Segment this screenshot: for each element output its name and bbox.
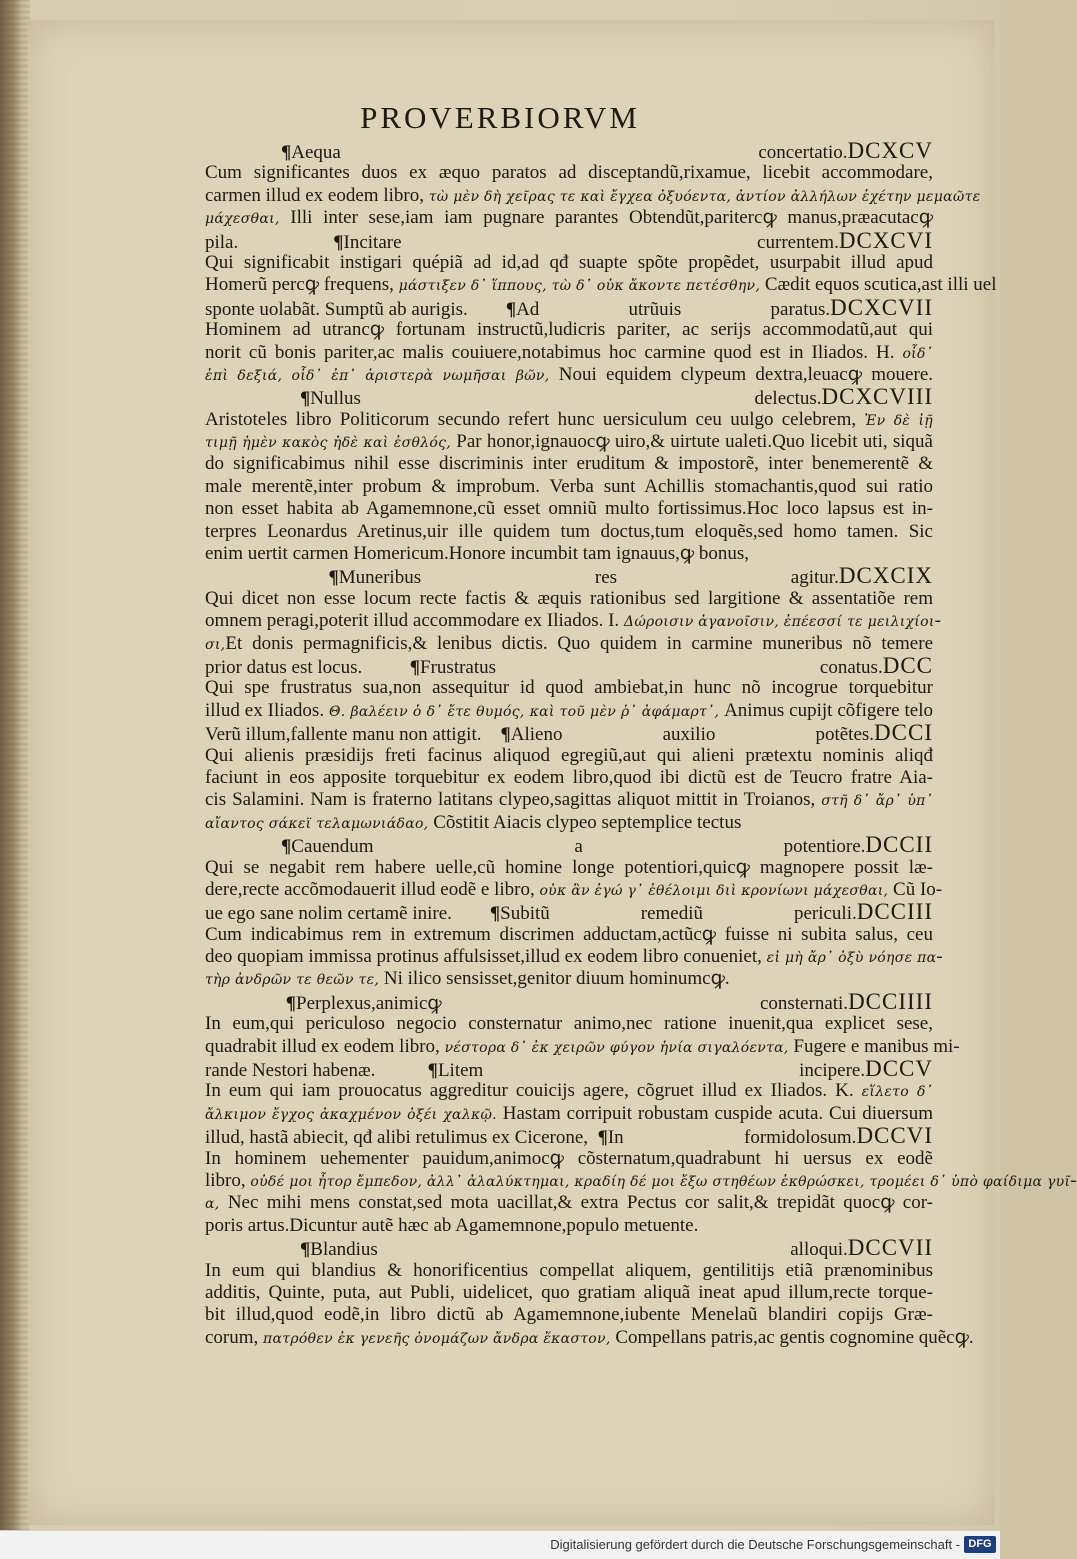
- adage-lemma: ¶Perplexus,animicꝙ consternati.: [285, 992, 849, 1014]
- body-text-line: cis Salamini. Nam is fraterno latitans clypeo,sagittas aliquot mittit in Troianos, στῆ δ᾽ ἄρ᾽ ὑπ᾽: [205, 789, 933, 811]
- adage-heading-line: [205, 140, 933, 162]
- body-text-line: dere,recte accõmodauerit illud eodẽ e libro, οὐκ ἂν ἐγώ γ᾽ ἐθέλοιμι διὶ κρονίωνι μάχεσθαι, Cũ Io-: [205, 878, 943, 900]
- adage-heading-line: [205, 652, 933, 678]
- adage-number: DCXCIX: [838, 563, 933, 589]
- body-text-line: libro, οὐδέ μοι ἦτορ ἔμπεδον, ἀλλ᾽ ἀλαλύκτημαι, κραδίη δέ μοι ἔξω στηθέων ἐκθρώσκει, τρομέει δ᾽ ὑπὸ φαίδιμα γυῖ-: [205, 1169, 1077, 1191]
- line-lead-text: Verũ illum,fallente manu non attigit.: [205, 724, 501, 746]
- body-text-line: non esset habita ab Agamemnone,cũ esset omniũ multo fortissimus.Hoc loco lapsus est in-: [205, 498, 933, 520]
- adage-lemma: ¶Ad utrũuis paratus.: [505, 298, 831, 320]
- adage-heading-line: [205, 1058, 933, 1080]
- adage-number: DCC: [882, 652, 933, 678]
- adage-lemma: ¶In formidolosum.: [597, 1127, 857, 1149]
- body-text-line: In eum qui blandius & honorificentius compellat aliquem, gentilitijs etiã prænominibus: [205, 1259, 933, 1281]
- adage-heading-line: [205, 988, 933, 1014]
- book-spine-edge: [0, 0, 30, 1530]
- adage-lemma: ¶Incitare currentem.: [333, 231, 839, 253]
- body-text-line: Qui alienis præsidijs freti facinus aliquod egregiũ,aut qui alieni prætextu nominis aliqđ: [205, 744, 933, 766]
- body-text-line: μάχεσθαι, Illi inter sese,iam iam pugnare parantes Obtendũt,paritercꝙ manus,præacutacꝙ: [205, 207, 933, 229]
- body-text-line: illud ex Iliados. Θ. βαλέειν ὁ δ᾽ ἔτε θυμός, καὶ τοῦ μὲν ῥ᾽ ἀφάμαρτ᾽, Animus cupijt cõfigere telo: [205, 699, 933, 721]
- body-text-line: Qui spe frustratus sua,non assequitur id quod ambiebat,in hunc nõ incogrue torquebitur: [205, 677, 933, 699]
- adage-heading-line: [205, 386, 933, 408]
- body-text-line: Hominem ad utrancꝙ fortunam instructũ,ludicris pariter, ac serijs accommodatũ,aut qui: [205, 319, 933, 341]
- body-text-line: Cum significantes duos ex æquo paratos ad disceptandũ,rixamue, licebit accommodare,: [205, 162, 933, 184]
- adage-heading-line: [205, 722, 933, 744]
- body-text-line: τιμῇ ἠμὲν κακὸς ἠδὲ καὶ ἐσθλός, Par honor,ignauocꝙ uiro,& uirtute ualeti.Quo licebit uti, siquã: [205, 431, 933, 453]
- funding-notice: Digitalisierung gefördert durch die Deutsche Forschungsgemeinschaft -: [550, 1537, 960, 1552]
- adage-number: DCCVI: [856, 1123, 933, 1149]
- body-text-line: In hominem uehementer pauidum,animocꝙ cõsternatum,quadrabunt hi uersus ex eodẽ: [205, 1147, 933, 1169]
- adage-heading-line: [205, 1237, 933, 1259]
- adage-lemma: ¶Nullus delectus.: [300, 388, 822, 410]
- running-head: PROVERBIORVM: [360, 100, 640, 135]
- adage-number: DCCVII: [847, 1235, 933, 1261]
- adage-number: DCCIII: [856, 899, 933, 925]
- body-text-line: poris artus.Dicuntur autẽ hæc ab Agamemnone,populo metuente.: [205, 1214, 699, 1236]
- body-text-line: quadrabit illud ex eodem libro, νέστορα δ᾽ ἐκ χειρῶν φύγον ἡνία σιγαλόεντα, Fugere e manibus mi-: [205, 1035, 960, 1057]
- line-lead-text: sponte uolabãt. Sumptũ ab aurigis.: [205, 298, 506, 320]
- body-text-line: In eum qui iam prouocatus aggreditur couicijs agere, cõgruet illud ex Iliados. K. εἵλετο δ᾽: [205, 1080, 933, 1102]
- adage-heading-line: [205, 565, 933, 587]
- line-lead-text: prior datus est locus.: [205, 656, 410, 678]
- adage-number: DCXCVI: [838, 227, 933, 253]
- body-text-line: omnem peragi,poterit illud accommodare ex Iliados. I. Δώροισιν ἀγανοῖσιν, ἐπέεσσί τε μειλιχίοι: [205, 610, 935, 632]
- body-text-line: deo quopiam immissa protinus affulsisset,illud ex eodem libro conueniet, εἰ μὴ ἄρ᾽ ὀξὺ νόησε πα: [205, 946, 937, 968]
- body-text-line: Qui dicet non esse locum recte factis & æquis rationibus sed largitione & assentatiõe rem: [205, 587, 933, 609]
- text-block: [205, 138, 1077, 1349]
- adage-heading-line: [205, 294, 933, 320]
- body-text-line: σι,Et donis permagnificis,& lenibus dictis. Quo quidem in carmine muneribus nõ temere: [205, 632, 933, 654]
- body-text-line: τὴρ ἀνδρῶν τε θεῶν τε, Ni ilico sensisset,genitor diuum hominumcꝙ.: [205, 968, 730, 990]
- adage-lemma: ¶Cauendum a potentiore.: [281, 836, 866, 858]
- adage-lemma: ¶Aequa concertatio.: [281, 142, 848, 163]
- adage-heading-line: [205, 227, 933, 253]
- body-text-line: norit cũ bonis pariter,ac malis couiuere,notabimus hoc carmine quod est in Iliados. H. οἶδ᾽: [205, 341, 933, 363]
- adage-number: DCXCVIII: [821, 384, 933, 410]
- body-text-line: ἐπὶ δεξιά, οἶδ᾽ ἐπ᾽ ἀριστερὰ νωμῆσαι βῶν, Noui equidem clypeum dextra,leuacꝙ mouere.: [205, 363, 933, 385]
- adage-heading-line: [205, 1125, 933, 1147]
- line-lead-text: [205, 142, 281, 164]
- adage-number: DCCIIII: [848, 988, 933, 1014]
- footer-bar: [0, 1530, 1000, 1559]
- body-text-line: do significabimus nihil esse discriminis inter eruditum & impostorẽ, inter benemerentẽ &: [205, 453, 933, 475]
- adage-lemma: ¶Blandius alloqui.: [300, 1239, 848, 1261]
- line-lead-text: illud, hastã abiecit, qđ alibi retulimus ex Cicerone,: [205, 1127, 598, 1149]
- body-text-line: male merentẽ,inter probum & improbum. Verba sunt Achillis stomachantis,quod sui ratio: [205, 475, 933, 497]
- dfg-logo: DFG: [964, 1536, 996, 1553]
- adage-lemma: ¶Frustratus conatus.: [409, 656, 883, 678]
- body-text-line: Cum indicabimus rem in extremum discrimen adductam,actũcꝙ fuisse ni subita salus, ceu: [205, 923, 933, 945]
- body-text-line: enim uertit carmen Homericum.Honore incumbit tam ignauus,ꝙ bonus,: [205, 543, 750, 565]
- body-text-line: faciunt in eos apposite torquebitur ex eodem libro,quod ibi dictũ est de Teucro fratre Aia-: [205, 766, 933, 788]
- body-text-line: carmen illud ex eodem libro, τὼ μὲν δὴ χεῖρας τε καὶ ἔγχεα ὀξυόεντα, ἀντίον ἀλλήλων ἐχέτην μεμαῶτε: [205, 184, 981, 206]
- adage-number: DCXCVII: [830, 294, 933, 320]
- body-text-line: Aristoteles libro Politicorum secundo refert hunc uersiculum ceu uulgo celebrem, Ἐν δὲ ἰῇ: [205, 408, 933, 430]
- body-text-line: Homerũ percꝙ frequens, μάστιξεν δ᾽ ἵππους, τὼ δ᾽ οὐκ ἄκοντε πετέσθην, Cædit equos scutica,ast illi uel: [205, 274, 997, 296]
- body-text-line: α, Nec mihi mens constat,sed mota uacillat,& extra Pectus cor salit,& trepidãt quocꝙ cor-: [205, 1192, 933, 1214]
- line-lead-text: [205, 836, 281, 858]
- adage-heading-line: [205, 834, 933, 856]
- line-lead-text: rande Nestori habenæ.: [205, 1060, 428, 1082]
- adage-heading-line: [205, 901, 933, 923]
- body-text-line: Qui significabit instigari quépiã ad id,ad qđ suapte spõte propẽdet, usurpabit illud apud: [205, 251, 933, 273]
- adage-lemma: ¶Subitũ remediũ periculi.: [489, 903, 857, 925]
- adage-number: DCCI: [874, 720, 933, 746]
- line-lead-text: [205, 1239, 300, 1261]
- body-text-line: terpres Leonardus Aretinus,uir ille quidem tum doctus,tum eloquẽs,sed homo tamen. Sic: [205, 520, 933, 542]
- body-text-line: corum, πατρόθεν ἐκ γενεῆς ὀνομάζων ἄνδρα ἕκαστον, Compellans patris,ac gentis cognomine quẽcꝙ.: [205, 1326, 974, 1348]
- adage-number: DCXCV: [847, 138, 933, 163]
- adage-lemma: ¶Litem incipere.: [427, 1060, 866, 1082]
- body-text-line: ἄλκιμον ἔγχος ἀκαχμένον ὀξέι χαλκῷ. Hastam corripuit robustam cuspide acuta. Cui diuersum: [205, 1102, 933, 1124]
- adage-lemma: ¶Muneribus res agitur.: [328, 567, 839, 589]
- body-text-line: Qui se negabit rem habere uelle,cũ homine longe potentiori,quicꝙ magnopere possit læ-: [205, 856, 933, 878]
- body-text-line: In eum,qui periculoso negocio consternatur animo,nec ratione inuenit,qua explicet sese,: [205, 1013, 933, 1035]
- adage-lemma: ¶Alieno auxilio potẽtes.: [500, 724, 875, 746]
- line-lead-text: [205, 567, 329, 589]
- body-text-line: αἴαντος σάκεϊ τελαμωνιάδαο, Cõstitit Aiacis clypeo septemplice tectus: [205, 811, 742, 833]
- body-text-line: bit illud,quod eodẽ,in libro dictũ ab Agamemnone,iubente Menelaũ blandiri copijs Græ-: [205, 1304, 933, 1326]
- body-text-line: additis, Quinte, puta, aut Publi, uidelicet, quo gratiam aliquã ineat apud illum,recte torque-: [205, 1281, 933, 1303]
- line-lead-text: [205, 993, 286, 1015]
- line-lead-text: ue ego sane nolim certamẽ inire.: [205, 903, 490, 925]
- line-lead-text: [205, 388, 300, 410]
- adage-number: DCCII: [865, 832, 933, 858]
- line-lead-text: pila.: [205, 231, 334, 253]
- adage-number: DCCV: [865, 1056, 933, 1082]
